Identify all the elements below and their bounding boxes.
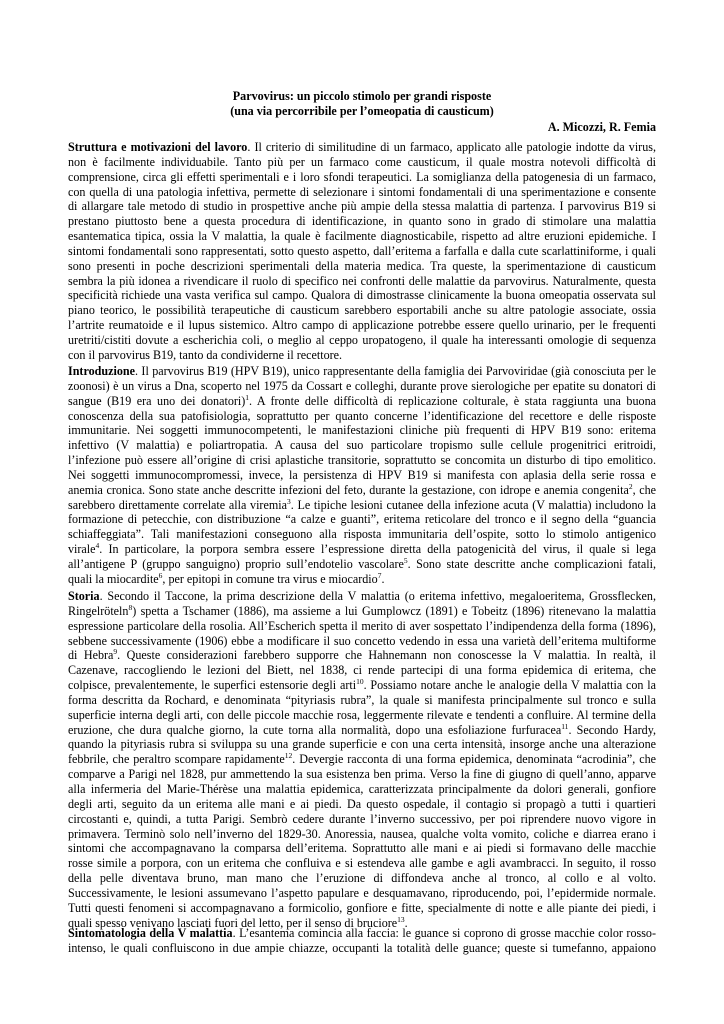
text-line: schiaffeggiata”. Tali manifestazioni conseguono alla risposta immunitaria dell’ospite, sotto lo stimolo antigenico (68, 527, 656, 542)
text-line: quando la pityriasis rubra si sviluppa su una grande superficie e con una certa intensità, insorge anche una alterazione (68, 737, 656, 752)
text-line: sintomi che accompagnavano la comparsa dell’eritema. Soprattutto alle mani e ai piedi si formavano delle macchie (68, 841, 656, 856)
paper-authors: A. Micozzi, R. Femia (547, 120, 656, 134)
footnote-ref: 12 (284, 752, 293, 761)
text-line: con quella di una patologia infettiva, permette di selezionare i sintomi fondamentali di una sperimentazione e consente (68, 184, 656, 199)
section-heading: Storia (68, 589, 100, 603)
text-line: degli arti, seguito da un eritema alle mani e ai piedi. Da questo ospedale, il contagio si propagò a tutti i quartieri (68, 796, 656, 811)
text-line: colpisce, prevalentemente, le superfici estensorie degli arti$^{10}$. Possiamo notare anche le analogie della V malattia con la (68, 678, 656, 693)
footnote-ref: 3 (286, 497, 291, 506)
text-line: virale$^4$. In particolare, la porpora sembra essere l’espressione diretta della patogenicità del virus, il quale si lega (68, 542, 656, 557)
footnote-ref: 9 (113, 648, 118, 657)
text-line: sarebbero direttamente correlate alla viremia$^3$. Le tipiche lesioni cutanee della infezione acuta (V malattia) includono la (68, 497, 656, 512)
text-line: circostanti e, quindi, a tutta Parigi. Sembrò cedere durante l’inverno successivo, per poi riprendere nuovo vigore in (68, 811, 656, 826)
text-line: forma descritta da Rochard, e denominata “pityriasis rubra”, la quale si manifesta principalmente sul tronco e sulla (68, 692, 656, 707)
text-line: Introduzione. Il parvovirus B19 (HPV B19), unico rappresentante della famiglia dei Parvoviridae (già conosciuta per le (68, 364, 656, 378)
text-line: Sintomatologia della V malattia. L’esantema comincia alla faccia: le guance si coprono di grosse macchie color rosso- (68, 926, 656, 940)
text-line: Struttura e motivazioni del lavoro. Il criterio di similitudine di un farmaco, applicato alle patologie indotte da virus, (68, 140, 656, 154)
text-line: prestano piuttosto bene a questa procedura di identificazione, in quanto sono in grado di stimolare una malattia (68, 214, 656, 229)
text-line: piano teorico, le possibilità terapeutiche di causticum sarebbero esportabili anche su altre patologie associate, ossia (68, 303, 656, 318)
text-line: febbrile, che peraltro scompare rapidamente$^{12}$. Devergie racconta di una forma epidemica, denominata “acrodinia”, che (68, 752, 656, 767)
text-line: conoscenza della sua patofisiologia, soprattutto per quanto concerne l’identificazione del recettore e delle risposte (68, 408, 656, 423)
text-line: sono presenti in poche descrizioni sperimentali della materia medica. Tra queste, la sperimentazione di causticum (68, 258, 656, 273)
text-line: Nei soggetti immunocompromessi, invece, la persistenza di HPV B19 si manifesta con aplasia della serie rossa e (68, 467, 656, 482)
section-heading: Sintomatologia della V malattia (68, 926, 233, 940)
section-sintomatologia (68, 926, 656, 956)
text-line: Storia. Secondo il Taccone, la prima descrizione della V malattia (o eritema infettivo, megaloeritema, Grossflecken, (68, 589, 656, 603)
text-line: Successivamente, le lesioni assumevano l’aspetto papulare e desquamavano, riproducendo, poi, l’epidermide normale. (68, 885, 656, 900)
text-line: sangue (B19 era uno dei donatori)$^1$. A fronte delle difficoltà di replicazione colturale, è stata raggiunta una buona (68, 393, 656, 408)
footnote-ref: 11 (561, 722, 569, 731)
paper-subtitle: (una via percorribile per l’omeopatia di causticum) (230, 104, 494, 118)
footnote-ref: 8 (128, 603, 133, 612)
section-introduzione (68, 364, 656, 587)
text-line: l’infezione può essere all’origine di crisi aplastiche transitorie, soprattutto se concomita un disturbo di tipo emolitico. (68, 453, 656, 468)
text-line: esantematica tipica, ossia la V malattia, la quale è facilmente diagnosticabile, rispetto ad altre eruzioni epidemiche. I (68, 229, 656, 244)
text-line: anemia cronica. Sono state anche descritte infezioni del feto, durante la gestazione, con idrope e anemia congenita$^2$, che (68, 482, 656, 497)
footnote-ref: 5 (403, 556, 408, 565)
text-line: con il parvovirus B19, tanto da condividerne il recettore. (68, 347, 343, 362)
text-line: eruzione, che dura qualche giorno, la cute torna alla normalità, dopo una esfoliazione furfuracea$^{11}$. Secondo Hardy, (68, 722, 656, 737)
text-line: all’antigene P (gruppo sanguigno) proprio sull’endotelio vascolare$^5$. Sono state descritte anche complicazioni fatali, (68, 556, 656, 571)
footnote-ref: 1 (245, 393, 250, 402)
text-line: l’artrite reumatoide e il lupus sistemico. Altro campo di applicazione potrebbe essere quello urinario, per le frequenti (68, 318, 656, 333)
text-line: Ringelröteln$^8$) spetta a Tschamer (1886), ma assieme a lui Gumplowcz (1891) e Tobeitz (1896) ritenevano la malattia (68, 603, 656, 618)
text-line: immunitarie. Nei soggetti immunocompetenti, le manifestazioni cliniche più frequenti di HPV B19 sono: eritema (68, 423, 656, 438)
text-line: specificità richiede una vasta verifica sul campo. Qualora di dimostrasse clinicamente la buona omeopatia osservata sul (68, 288, 656, 303)
text-line: quali spesso venivano lasciati fuori del letto, per il senso di bruciore$^{13}$. (68, 915, 408, 930)
text-line: Cazenave, raccogliendo le lezioni del Biett, nel 1838, ci rende partecipi di una forma epidemica di eritema, che (68, 663, 656, 678)
text-line: Tutti questi fenomeni si accompagnavano a formicolio, gonfiore e fitte, specialmente di notte e alle piante dei piedi, i (68, 900, 656, 915)
text-line: sintomi fondamentali sono rappresentati, sotto questo aspetto, dall’eritema a farfalla e dalla cute scarlattiniforme, i quali (68, 243, 656, 258)
section-heading: Introduzione (68, 364, 135, 378)
paper-title: Parvovirus: un piccolo stimolo per grandi risposte (232, 89, 492, 103)
section-heading: Struttura e motivazioni del lavoro (68, 140, 248, 154)
footnote-ref: 2 (628, 482, 633, 491)
footnote-ref: 7 (377, 571, 382, 580)
text-line: sembra la più idonea a rivendicare il ruolo di specifico nei confronti delle malattie da parvovirus. Naturalmente, questa (68, 273, 656, 288)
section-struttura (68, 140, 656, 363)
footnote-ref: 6 (158, 571, 163, 580)
text-line: uretriti/cistiti dovute a escherichia coli, o meglio al ceppo uropatogeno, il quale ha interessanti omologie di sequenza (68, 332, 656, 347)
text-line: non è facilmente individuabile. Tanto più per un farmaco come causticum, il quale mostra notevoli difficoltà di (68, 154, 656, 169)
text-line: intenso, le quali confluiscono in due ampie chiazze, occupanti la totalità delle guance; queste si tumefanno, appaiono (68, 940, 656, 955)
text-line: rosse simile a porpora, con un eritema che confluiva e si estendeva alle gambe e agli avambracci. In seguito, il rosso (68, 856, 656, 871)
text-line: della pelle diventava bruno, man mano che l’eruzione di diffondeva anche al tronco, al collo e al volto. (68, 871, 656, 886)
text-line: sebbene successivamente (1906) ebbe a modificare il suo concetto vedendo in essa una varietà dell’eritema multiforme (68, 633, 656, 648)
text-line: zoonosi) è un virus a Dna, scoperto nel 1975 da Cossart e colleghi, durante prove sierologiche per epatite su donatori di (68, 378, 656, 393)
text-line: superficie interna degli arti, con delle piccole macchie rosa, leggermente rilevate e tendenti a confluire. Al termine della (68, 707, 656, 722)
footnote-ref: 10 (356, 678, 364, 687)
text-line: di allargare tale metodo di studio in prospettive anche più ampie della stessa malattia di partenza. I parvovirus B19 si (68, 199, 656, 214)
text-line: di Hebra$^9$. Queste considerazioni farebbero supporre che Hahnemann non conoscesse la V malattia. In realtà, il (68, 648, 656, 663)
text-line: infettivo (V malattia) e poliartropatia. A causa del suo particolare tropismo sulle cellule progenitrici eritroidi, (68, 438, 656, 453)
text-line: espressione particolare della rosolia. All’Escherich spetta il merito di aver sospettato l’indipendenza della forma (1896), (68, 618, 656, 633)
footnote-ref: 13 (397, 915, 405, 924)
text-line: quali la miocardite$^6$, per epitopi in comune tra virus e miocardio$^7$. (68, 571, 385, 586)
text-line: primavera. Terminò solo nell’inverno del 1829-30. Anoressia, nausea, qualche volta vomito, coliche e diarrea erano i (68, 826, 656, 841)
section-storia (68, 589, 656, 930)
text-line: comprensione, circa gli effetti sperimentali e i loro sfondi terapeutici. La somiglianza della patogenesia di un farmaco, (68, 169, 656, 184)
text-line: formazione di petecchie, con distribuzione “a calze e guanti”, eritema reticolare del tronco e il segno della “guancia (68, 512, 656, 527)
footnote-ref: 4 (95, 542, 100, 551)
text-line: comparve a Parigi nel 1828, pur ammettendo la sua esistenza ben prima. Verso la fine di giugno di quell’anno, apparve (68, 767, 656, 782)
text-line: alla infermeria del Marie-Thérèse una malattia epidemica, caratterizzata principalmente da dolori generali, gonfiore (68, 781, 656, 796)
